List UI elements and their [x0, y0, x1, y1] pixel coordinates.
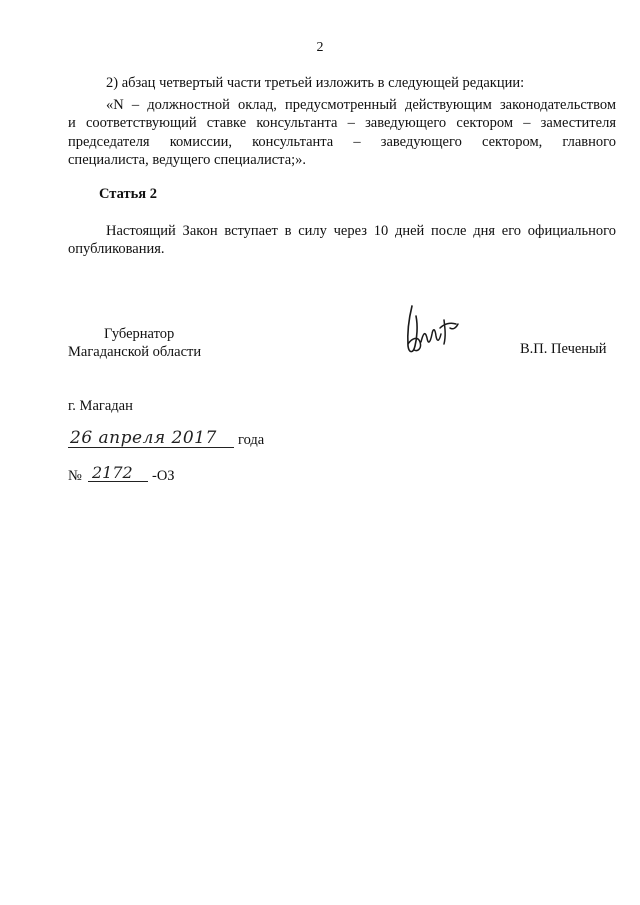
amendment-quote-line: председателя комиссии, консультанта – заведующего сектором, главного: [68, 134, 616, 150]
city: г. Магадан: [68, 398, 133, 414]
signature-image: [400, 298, 464, 360]
article-heading: Статья 2: [99, 186, 157, 202]
article-text-line: опубликования.: [68, 241, 165, 257]
signatory-name: В.П. Печеный: [520, 341, 607, 357]
signatory-region: Магаданской области: [68, 344, 202, 360]
amendment-quote-line: и соответствующий ставке консультанта – заведующего сектором – заместителя: [68, 115, 616, 131]
page-number: 2: [316, 40, 324, 55]
number-suffix: -ОЗ: [152, 468, 175, 484]
date-row: [68, 428, 288, 454]
number-sign: №: [68, 468, 82, 484]
number-row: [68, 463, 228, 490]
article-text-line: Настоящий Закон вступает в силу через 10 дней после дня его официального: [106, 223, 616, 239]
signatory-title: Губернатор: [104, 326, 175, 342]
date-underline: [68, 447, 234, 448]
number-underline: [88, 481, 148, 482]
amendment-quote-line: специалиста, ведущего специалиста;».: [68, 152, 307, 168]
amendment-quote-line: «N – должностной оклад, предусмотренный действующим законодательством: [106, 97, 616, 113]
handwritten-number: 2172: [92, 463, 133, 482]
amendment-intro: 2) абзац четвертый части третьей изложить в следующей редакции:: [106, 75, 525, 91]
handwritten-date: 26 апреля 2017: [70, 428, 217, 448]
date-suffix: года: [238, 432, 265, 448]
